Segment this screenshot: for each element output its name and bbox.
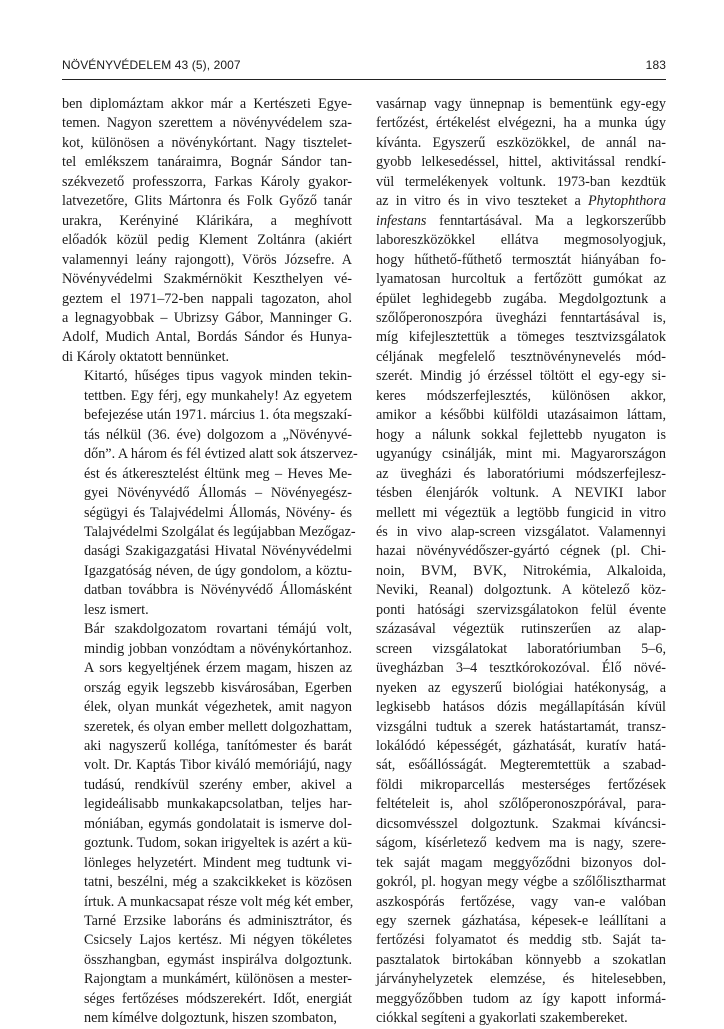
left-column	[62, 95, 358, 1029]
text-line: Igazgatóság néven, de úgy gondolom, a köztu-	[84, 562, 352, 579]
text-fragment: legkisebb hatásos dózis megállapításán kívül	[376, 699, 666, 716]
text-line	[376, 795, 666, 814]
text-line	[376, 445, 666, 464]
text-line: tel emlékszem tanáraimra, Bognár Sándor tan-	[62, 154, 352, 171]
text-line	[376, 309, 666, 328]
text-fragment: lokálódó képességét, gázhatását, kuratív hatá-	[376, 737, 666, 754]
text-fragment: céljának megfelelő tesztnövénynevelés mód-	[376, 348, 666, 365]
text-line: legideálisabb munkakapcsolatban, teljes har-	[84, 796, 352, 813]
text-line	[376, 290, 666, 309]
text-line	[376, 95, 666, 114]
text-line	[376, 328, 666, 347]
text-line	[376, 873, 666, 892]
text-fragment: nyeken az egyszerű biológiai hatékonyság, a	[376, 679, 666, 696]
text-fragment: meggyőzőbben tudom az így kapott informá-	[376, 990, 666, 1007]
running-header	[62, 58, 666, 76]
text-line: írtuk. A munkacsapat része volt még két ember,	[84, 893, 354, 910]
text-line	[376, 601, 666, 620]
header-rule	[62, 79, 666, 80]
text-line: mindig jobban vonzódtam a növénykórtanhoz.	[84, 640, 352, 657]
text-line	[376, 134, 666, 153]
text-fragment: fertőzést, értékelést elvégezni, ha a munka úgy	[376, 115, 666, 132]
text-line: séges fertőzéses módszerekért. Időt, energiát	[84, 990, 352, 1007]
text-line	[376, 854, 666, 873]
text-line	[376, 834, 666, 853]
text-line	[376, 640, 666, 659]
text-fragment: screen vizsgálatokat laboratóriumban 5–6,	[376, 640, 666, 657]
text-fragment: vizsgálni tudtuk a szerek hatástartamát, transz-	[376, 718, 666, 735]
text-line: valamennyi leány rajongott), Vörös Józsefre. A	[62, 251, 352, 268]
text-line: tudású, rendkívül szerény ember, akivel a	[84, 776, 352, 793]
text-line	[376, 620, 666, 639]
text-fragment: egy szernek gázhatása, képesek-e leállítani a	[376, 913, 666, 930]
text-fragment: hazai növényvédőszer-gyártó cégnek (pl. Chi-	[376, 543, 666, 560]
text-fragment: feltételeit is, ahol szőlőperonoszpórával, para-	[376, 796, 666, 813]
text-line: Talajvédelmi Szolgálat és legújabban Mezőgaz-	[84, 523, 356, 540]
text-line	[376, 523, 666, 542]
text-fragment: keres módszerfejlesztés, különösen akkor,	[376, 387, 666, 404]
text-line	[376, 212, 666, 231]
text-line: Növényvédelmi Szakmérnökit Keszthelyen vé-	[62, 271, 352, 288]
text-fragment: ugyanúgy csinálják, mint mi. Magyarországon	[376, 446, 666, 463]
text-line: datban továbbra is Növényvédő Állomásként	[84, 582, 352, 599]
text-fragment: az in vitro és in vivo teszteket a	[376, 193, 588, 210]
text-fragment: ponti hatósági szervizsgálatokon felül évente	[376, 601, 666, 618]
text-fragment: gyobb lelkesedéssel, hittel, aktivitással rendkí-	[376, 154, 666, 171]
text-line: ést és átkeresztelést éltünk meg – Heves Me-	[84, 465, 352, 482]
text-line	[376, 270, 666, 289]
text-line	[376, 951, 666, 970]
text-line: a legnagyobbak – Ubrizsy Gábor, Manninger G.	[62, 309, 352, 326]
text-line	[376, 815, 666, 834]
text-line	[376, 542, 666, 561]
text-line: dasági Szakigazgatási Hivatal Növényvédelmi	[84, 543, 352, 560]
text-line: di Károly oktatott bennünket.	[62, 348, 230, 365]
text-fragment: százasával végeztük rutinszerűen az alap-	[376, 621, 666, 638]
text-line	[376, 776, 666, 795]
text-line: szeretek, és olyan ember mellett dolgozhattam,	[84, 718, 352, 735]
text-fragment: és in vivo alap-screen vizsgálatot. Valamennyi	[376, 523, 666, 540]
text-line	[376, 465, 666, 484]
text-line	[376, 192, 666, 211]
text-line	[376, 737, 666, 756]
text-line: Tarné Erzsike laboráns és adminisztrátor, és	[84, 913, 352, 930]
text-line: temen. Nagyon szerettem a növényvédelem sza-	[62, 115, 352, 132]
text-fragment: tésben élenjárók voltunk. A NEVIKI labor	[376, 485, 666, 502]
species-name: Phytophthora	[587, 193, 666, 210]
text-line: móniában, egymás gondolatait is ismerve dol-	[84, 815, 352, 832]
text-line	[376, 153, 666, 172]
text-line: geztem el 1971–72-ben nappali tagozaton, ahol	[62, 290, 352, 307]
text-line	[376, 504, 666, 523]
text-line	[376, 679, 666, 698]
right-column	[376, 95, 666, 1029]
text-fragment: ságom, kísérletező kedvem ma is nagy, szere-	[376, 835, 666, 852]
text-line: goztunk. Tudom, sokan irigyeltek is azért a kü-	[84, 835, 352, 852]
text-line: volt. Dr. Kaptás Tibor kiváló memóriájú, nagy	[84, 757, 352, 774]
text-fragment: dicsomvésszel dolgoztunk. Szakmai kíváncsi-	[376, 815, 666, 832]
text-line: tatni, beszélni, még a szakcikkeket is közösen	[84, 874, 352, 891]
text-fragment: laboreszközökkel ellátva megmosolyogjuk,	[376, 232, 666, 249]
text-line: lönleges helyzetért. Mindent meg tudtunk vi-	[84, 854, 352, 871]
species-name: infestans	[376, 212, 427, 229]
text-line	[376, 931, 666, 950]
text-line	[376, 426, 666, 445]
text-line	[376, 970, 666, 989]
text-fragment: sát, esőállósságát. Megteremtettük a szabad-	[376, 757, 666, 774]
text-line: ben diplomáztam akkor már a Kertészeti Egye-	[62, 96, 352, 112]
text-line: dőn”. A három és fél évtized alatt sok átszervez-	[84, 446, 358, 463]
text-fragment: szerét. Mindig jó érzéssel töltött el egy-egy si-	[376, 368, 666, 385]
text-line: aki nagyszerű kolléga, tanítómester és barát	[84, 737, 352, 754]
text-line	[376, 367, 666, 386]
paragraph	[62, 95, 352, 367]
text-fragment: üvegházban 3–4 tesztkórokozóval. Élő növé-	[376, 660, 666, 677]
text-fragment: szőlőperonoszpóra üvegházi fenntartásával is,	[376, 309, 666, 326]
text-fragment: hogy hűthető-fűthető termosztát hiányában fo-	[376, 251, 666, 268]
text-line: székvezető professzorra, Farkas Károly gyakor-	[62, 173, 352, 190]
text-fragment: az üvegházi és laboratóriumi módszerfejlesz-	[376, 465, 666, 482]
text-line	[376, 718, 666, 737]
text-fragment: Neviki, Reanal) dolgoztunk. A kötelező köz-	[376, 582, 666, 599]
text-line: lesz ismert.	[84, 601, 149, 618]
paragraph	[376, 95, 666, 1029]
text-fragment: noin, BVM, BVK, Nitrokémia, Alkaloida,	[376, 562, 666, 579]
text-line: Csicsely Lajos kertész. Mi négyen tökéletes	[84, 932, 352, 949]
text-line: összhangban, egymást inspirálva dolgoztunk.	[84, 951, 352, 968]
text-line	[376, 893, 666, 912]
text-line	[376, 387, 666, 406]
text-line: ország egyik legszebb kisvárosában, Egerben	[84, 679, 352, 696]
text-fragment: amikor a későbbi külföldi utazásaimon láttam,	[376, 407, 666, 424]
text-fragment: tek saját magam meggyőződni bizonyos dol-	[376, 854, 666, 871]
text-line: urakra, Kerényiné Klárikára, a meghívott	[62, 212, 352, 229]
text-line	[376, 173, 666, 192]
text-line	[376, 990, 666, 1009]
text-fragment: járványhelyzetek elemzése, és hitelesebben,	[376, 971, 666, 988]
text-line: Bár szakdolgozatom rovartani témájú volt,	[84, 621, 352, 638]
text-fragment: épület leghidegebb zugába. Megdolgoztunk a	[376, 290, 666, 307]
text-line	[376, 484, 666, 503]
text-line	[376, 562, 666, 581]
text-fragment: míg kifejlesztettük a tömeges tesztvizsgálatok	[376, 329, 666, 346]
text-fragment: ciókkal segíteni a gyakorlati szakembereket.	[376, 1010, 628, 1027]
text-line: tás nélkül (36. éve) dolgozom a „Növényvé-	[84, 426, 352, 443]
text-line	[376, 251, 666, 270]
text-fragment: aszkospórás fertőzése, vagy van-e valóban	[376, 893, 666, 910]
text-fragment: földi mikroparcellás mesterséges fertőzések	[376, 776, 666, 793]
text-fragment: fertőzési folyamatot és meddig stb. Saját ta-	[376, 932, 666, 949]
paragraph	[62, 367, 358, 620]
text-line	[376, 348, 666, 367]
text-fragment: vasárnap vagy ünnepnap is bementünk egy-egy	[376, 96, 666, 112]
text-line	[376, 581, 666, 600]
text-line: élek, olyan munkát végezhetek, amit nagyon	[84, 699, 352, 716]
text-fragment: vül termelékenyek voltunk. 1973-ban kezdtük	[376, 173, 666, 190]
text-line: gyei Növényvédő Állomás – Növényegész-	[84, 485, 352, 502]
text-line: kot, különösen a növénykórtant. Nagy tisztelet-	[62, 134, 352, 151]
text-fragment: kívánta. Egyszerű eszközökkel, de annál na-	[376, 134, 666, 151]
text-line	[376, 114, 666, 133]
text-fragment: fenntartásával. Ma a legkorszerűbb	[426, 212, 666, 229]
text-fragment: gokról, pl. hogyan megy végbe a szőlőlisztharmat	[376, 874, 666, 891]
text-line	[376, 698, 666, 717]
text-line: ségügyi és Talajvédelmi Állomás, Növény- és	[84, 504, 352, 521]
text-line: Kitartó, hűséges tipus vagyok minden tekin-	[84, 368, 352, 385]
text-line	[376, 231, 666, 250]
text-line: előadók közül pedig Klement Zoltánra (akiért	[62, 232, 352, 249]
text-line	[376, 659, 666, 678]
text-line	[376, 406, 666, 425]
text-fragment: lyamatosan hurcoltuk a fertőzött gumókat az	[376, 271, 666, 288]
text-line	[376, 912, 666, 931]
text-line: A sors kegyeltjének érzem magam, hiszen az	[84, 660, 352, 677]
journal-citation: NÖVÉNYVÉDELEM 43 (5), 2007	[62, 58, 241, 72]
text-fragment: pasztalatok birtokában könnyebb a szokatlan	[376, 951, 666, 968]
text-line: Rajongtam a munkámért, különösen a mester-	[84, 971, 352, 988]
text-line: befejezése után 1971. március 1. óta megszakí-	[84, 407, 352, 424]
text-line: Adolf, Mudich Antal, Bordás Sándor és Hunya-	[62, 329, 352, 346]
text-line	[376, 756, 666, 775]
text-fragment: mellett mi végeztük a legtöbb fungicid in vitro	[376, 504, 666, 521]
text-line: latvezetőre, Glits Mártonra és Folk Győző tanár	[62, 193, 352, 210]
text-line: nem kímélve dolgoztunk, hiszen szombaton,	[84, 1010, 337, 1027]
paragraph	[62, 620, 352, 1029]
text-line: tettben. Egy férj, egy munkahely! Az egyetem	[84, 387, 352, 404]
page-number: 183	[645, 58, 666, 72]
text-fragment: hogy a nálunk sokkal fejlettebb nyugaton is	[376, 426, 666, 443]
